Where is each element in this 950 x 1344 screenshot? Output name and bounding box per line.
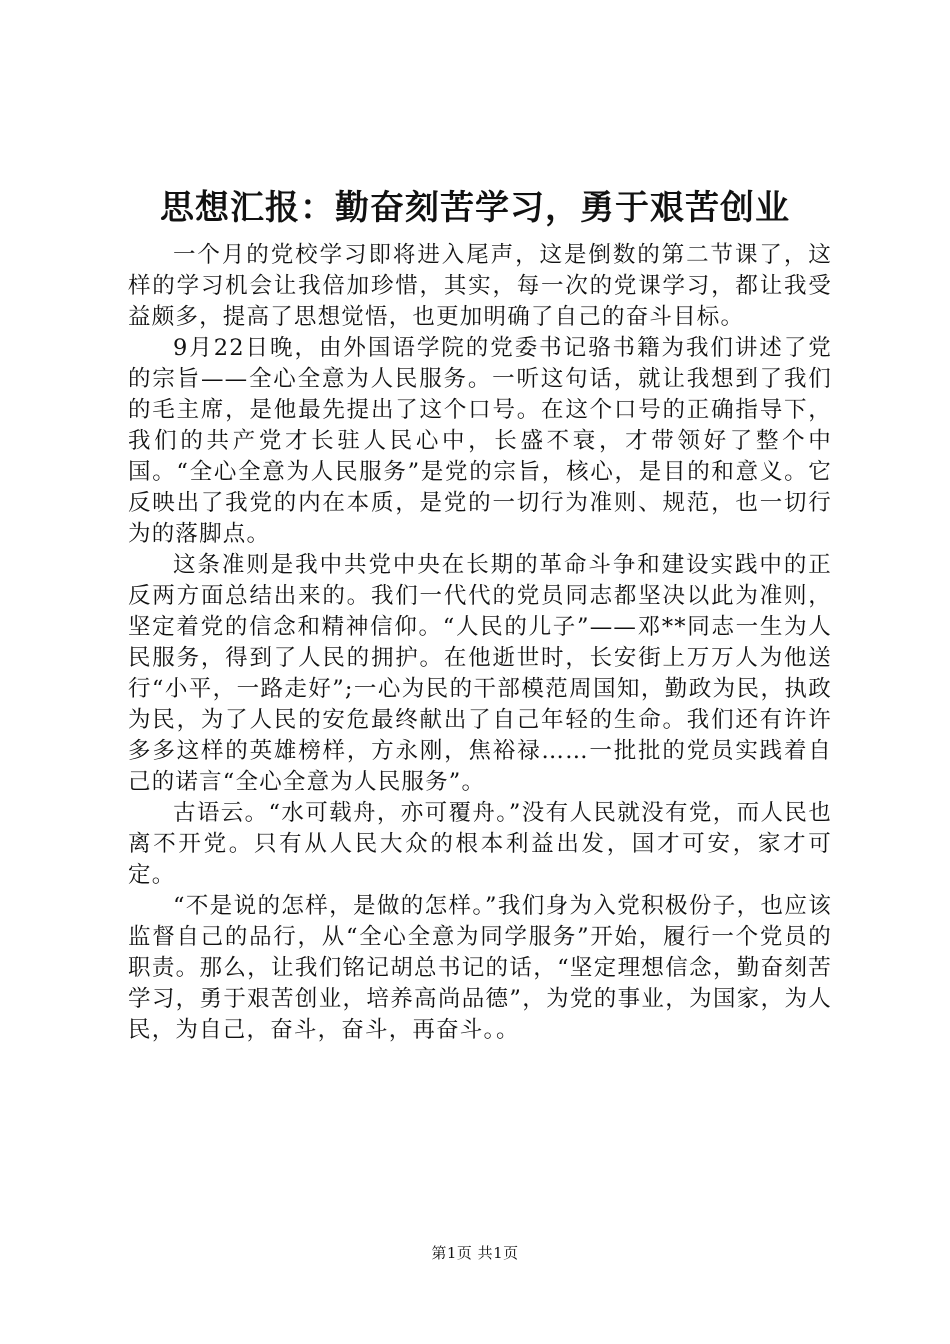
document-body bbox=[128, 240, 832, 1046]
paragraph: 古语云。“水可载舟，亦可覆舟。”没有人民就没有党，而人民也离不开党。只有从人民大众的根本利益出发，国才可安，家才可定。 bbox=[128, 800, 832, 888]
page-footer: 第1页 共1页 bbox=[431, 1244, 519, 1262]
paragraph: “不是说的怎样，是做的怎样。”我们身为入党积极份子，也应该监督自己的品行，从“全心全意为同学服务”开始，履行一个党员的职责。那么，让我们铭记胡总书记的话，“坚定理想信念，勤奋刻苦学习，勇于艰苦创业，培养高尚品德”，为党的事业，为国家，为人民，为自己，奋斗，奋斗，再奋斗。。 bbox=[128, 893, 832, 1043]
paragraph: 一个月的党校学习即将进入尾声，这是倒数的第二节课了，这样的学习机会让我倍加珍惜，其实，每一次的党课学习，都让我受益颇多，提高了思想觉悟，也更加明确了自己的奋斗目标。 bbox=[128, 242, 832, 330]
paragraph: 9月22日晚，由外国语学院的党委书记骆书籍为我们讲述了党的宗旨——全心全意为人民服务。一听这句话，就让我想到了我们的毛主席，是他最先提出了这个口号。在这个口号的正确指导下，我们的共产党才长驻人民心中，长盛不衰，才带领好了整个中国。“全心全意为人民服务”是党的宗旨，核心，是目的和意义。它反映出了我党的内在本质，是党的一切行为准则、规范，也一切行为的落脚点。 bbox=[128, 335, 832, 547]
paragraph: 这条准则是我中共党中央在长期的革命斗争和建设实践中的正反两方面总结出来的。我们一代代的党员同志都坚决以此为准则，坚定着党的信念和精神信仰。“人民的儿子”——邓**同志一生为人民服务，得到了人民的拥护。在他逝世时，长安街上万万人为他送行“小平，一路走好”;一心为民的干部模范周国知，勤政为民，执政为民，为了人民的安危最终献出了自己年轻的生命。我们还有许许多多这样的英雄榜样，方永刚，焦裕禄……一批批的党员实践着自己的诺言“全心全意为人民服务”。 bbox=[128, 552, 832, 795]
document-title: 思想汇报：勤奋刻苦学习，勇于艰苦创业 bbox=[160, 188, 790, 228]
